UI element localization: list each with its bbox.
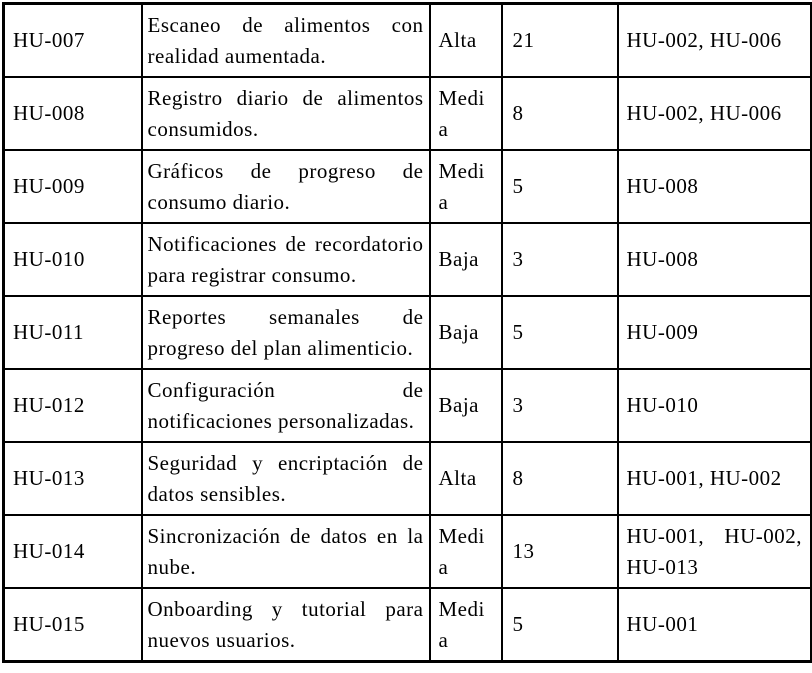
story-dependencies-cell: HU-002, HU-006 [618,77,812,150]
table-row [4,515,812,588]
story-id-cell: HU-015 [4,588,142,662]
story-id-cell: HU-007 [4,4,142,78]
story-priority-cell: Baja [430,369,502,442]
story-id-cell: HU-008 [4,77,142,150]
story-description-cell: Registro diario de alimentos consumidos. [142,77,430,150]
story-dependencies-cell: HU-001, HU-002 [618,442,812,515]
table-row [4,77,812,150]
story-description-cell: Reportes semanales de progreso del plan alimenticio. [142,296,430,369]
story-dependencies-cell: HU-002, HU-006 [618,4,812,78]
story-priority-cell: Alta [430,442,502,515]
story-points-cell: 5 [502,150,618,223]
table-row [4,4,812,78]
story-description-cell: Configuración de notificaciones personalizadas. [142,369,430,442]
story-id-cell: HU-013 [4,442,142,515]
story-priority-cell: Baja [430,296,502,369]
story-priority-cell: Baja [430,223,502,296]
story-points-cell: 21 [502,4,618,78]
table-row [4,369,812,442]
story-dependencies-cell: HU-001 [618,588,812,662]
story-dependencies-cell: HU-010 [618,369,812,442]
story-id-cell: HU-009 [4,150,142,223]
story-description-cell: Escaneo de alimentos con realidad aumentada. [142,4,430,78]
table-row [4,296,812,369]
story-priority-cell: Media [430,150,502,223]
table-row [4,442,812,515]
table-row [4,588,812,662]
story-id-cell: HU-010 [4,223,142,296]
story-description-cell: Sincronización de datos en la nube. [142,515,430,588]
table-row [4,223,812,296]
story-id-cell: HU-011 [4,296,142,369]
story-dependencies-cell: HU-008 [618,150,812,223]
story-description-cell: Notificaciones de recordatorio para registrar consumo. [142,223,430,296]
story-description-cell: Gráficos de progreso de consumo diario. [142,150,430,223]
story-priority-cell: Media [430,515,502,588]
story-dependencies-cell: HU-001, HU-002, HU-013 [618,515,812,588]
story-description-cell: Seguridad y encriptación de datos sensibles. [142,442,430,515]
story-points-cell: 3 [502,369,618,442]
story-priority-cell: Alta [430,4,502,78]
story-points-cell: 13 [502,515,618,588]
story-points-cell: 5 [502,588,618,662]
story-priority-cell: Media [430,588,502,662]
story-id-cell: HU-012 [4,369,142,442]
user-stories-table [2,2,812,663]
story-points-cell: 5 [502,296,618,369]
story-id-cell: HU-014 [4,515,142,588]
table-row [4,150,812,223]
story-description-cell: Onboarding y tutorial para nuevos usuarios. [142,588,430,662]
story-dependencies-cell: HU-008 [618,223,812,296]
story-points-cell: 8 [502,442,618,515]
story-points-cell: 8 [502,77,618,150]
story-points-cell: 3 [502,223,618,296]
story-dependencies-cell: HU-009 [618,296,812,369]
story-priority-cell: Media [430,77,502,150]
